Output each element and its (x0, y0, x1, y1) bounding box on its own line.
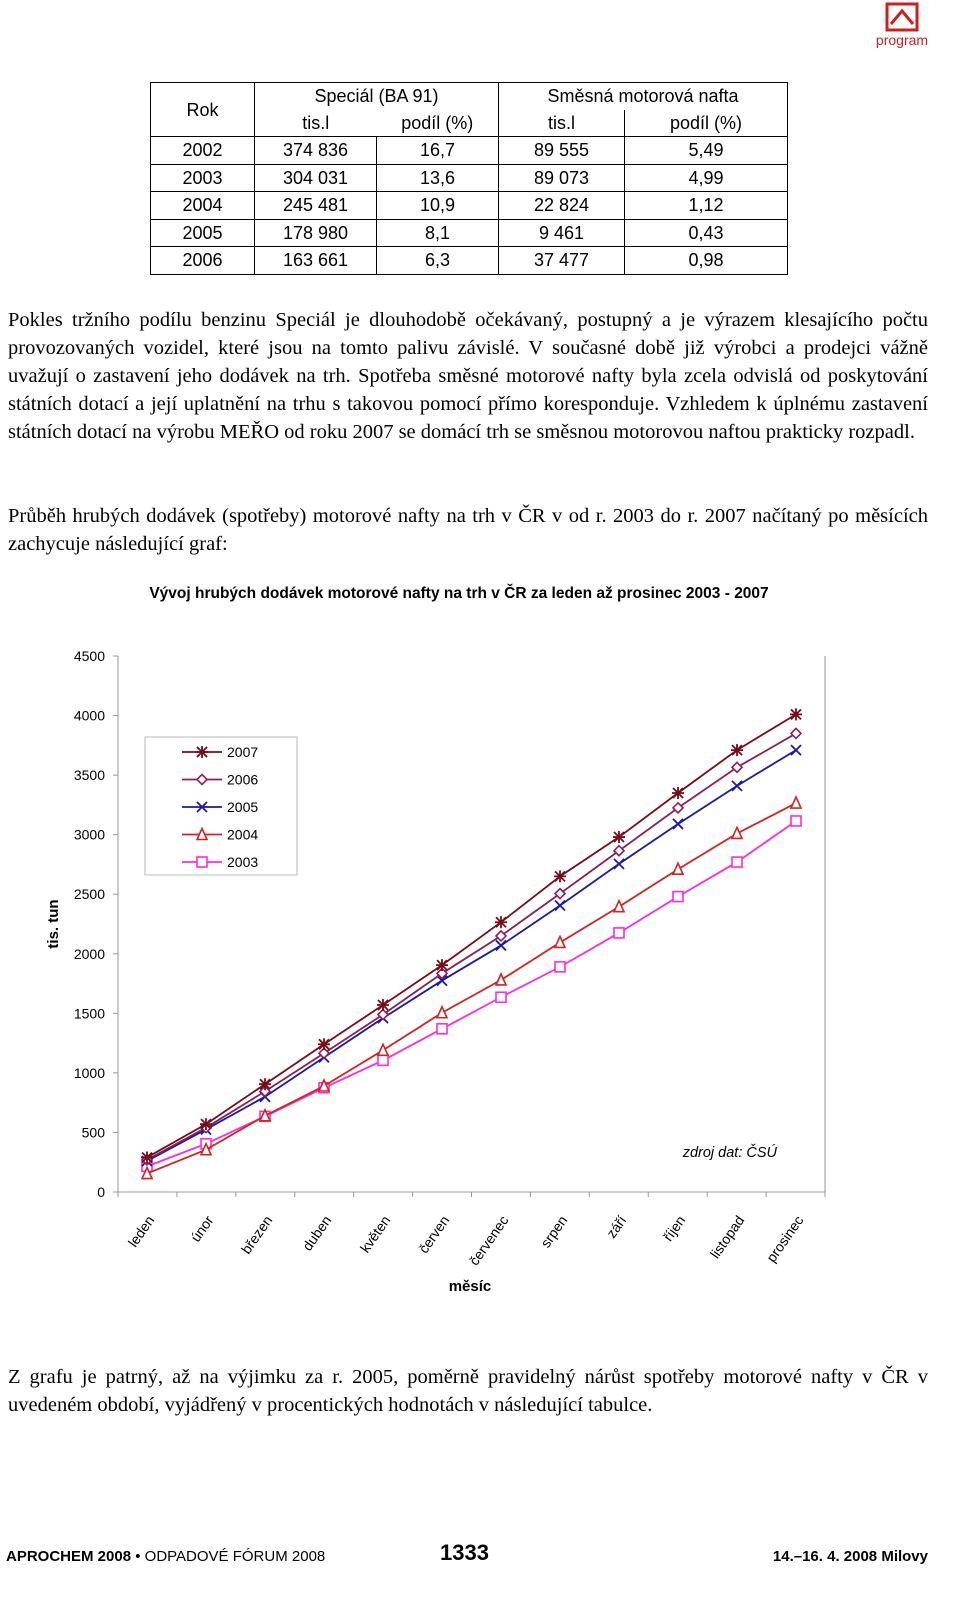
chart-title: Vývoj hrubých dodávek motorové nafty na trh v ČR za leden až prosinec 2003 - 2007 (149, 585, 769, 602)
table-cell: 2006 (151, 247, 255, 275)
x-tick-label: prosinec (762, 1212, 807, 1266)
table-cell: 2004 (151, 192, 255, 220)
subheader-cell: podíl (%) (377, 110, 499, 137)
table-row (151, 164, 788, 192)
x-tick-label: září (602, 1212, 630, 1241)
paragraph-conclusion: Z grafu je patrný, až na výjimku za r. 2005, poměrně pravidelný nárůst spotřeby motorové nafty v ČR v uvedeném období, vyjádřený v procentických hodnotách v následující tabulce. (8, 1366, 928, 1416)
footer-date-place: 14.–16. 4. 2008 Milovy (772, 1548, 928, 1565)
series-2003-point (378, 1055, 388, 1065)
series-2003-point (555, 962, 565, 972)
table-cell: 13,6 (377, 164, 499, 192)
series-2004-point (673, 863, 683, 874)
series-2004-point (791, 797, 801, 808)
table-cell: 0,43 (625, 219, 788, 247)
table-cell: 2002 (151, 137, 255, 165)
page-number: 1333 (440, 1540, 489, 1565)
legend-label: 2004 (227, 826, 259, 843)
series-2007-point (613, 831, 625, 843)
series-2007-point (554, 870, 566, 882)
series-2007-point (377, 999, 389, 1011)
program-logo (874, 2, 930, 54)
series-2004-point (437, 1007, 447, 1018)
y-tick-label: 500 (81, 1124, 105, 1141)
series-2005-point (555, 901, 565, 911)
series-2007-point (672, 787, 684, 799)
table-cell: 16,7 (377, 137, 499, 165)
table-cell: 89 555 (499, 137, 625, 165)
table-cell: 37 477 (499, 247, 625, 275)
series-2004-point (496, 974, 506, 985)
paragraph-chart-intro: Průběh hrubých dodávek (spotřeby) motorové nafty na trh v ČR v od r. 2003 do r. 2007 načítaný po měsících zachycuje následující graf: (8, 505, 928, 555)
x-tick-label: duben (299, 1212, 335, 1254)
table-cell: 374 836 (255, 137, 377, 165)
table-cell: 2005 (151, 219, 255, 247)
table-cell: 10,9 (377, 192, 499, 220)
table-cell: 89 073 (499, 164, 625, 192)
table-row (151, 192, 788, 220)
series-2004-point (555, 936, 565, 947)
subheader-cell: podíl (%) (625, 110, 788, 137)
logo-label: program (875, 32, 929, 48)
series-2005-point (732, 781, 742, 791)
table-cell: 178 980 (255, 219, 377, 247)
x-tick-label: květen (356, 1212, 394, 1256)
series-2005-point (614, 859, 624, 869)
series-2003-point (437, 1024, 447, 1034)
series-2007-point (436, 959, 448, 971)
series-2007-point (731, 744, 743, 756)
table-cell: 22 824 (499, 192, 625, 220)
paragraph-market-share: Pokles tržního podílu benzinu Speciál je dlouhodobě očekávaný, postupný a je výrazem klesajícího počtu provozovaných vozidel, které jsou na tomto palivu závislé. V současné době již výrobci a prodejci vážně uvažují o zastavení jeho dodávek na trh. Spotřeba směsné motorové nafty byla zcela odvislá od poskytování státních dotací a její uplatnění na trhu s takovou pomocí přímo koresponduje. Vzhledem k úplnému zastavení státních dotací na výrobu MEŘO od roku 2007 se domácí trh se směsnou motorovou naftou prakticky rozpadl. (8, 309, 928, 443)
y-tick-label: 4500 (73, 648, 105, 664)
series-2004-point (378, 1044, 388, 1055)
program-logo-icon (885, 2, 919, 32)
footer-conference (6, 1548, 325, 1565)
legend-box (145, 737, 297, 875)
table-row (151, 137, 788, 165)
table-cell: 9 461 (499, 219, 625, 247)
chart-annotation: zdroj dat: ČSÚ (682, 1145, 777, 1161)
table-cell: 4,99 (625, 164, 788, 192)
header-year: Rok (151, 83, 255, 137)
legend-label: 2003 (227, 854, 259, 870)
table-header-row (151, 83, 788, 110)
table-cell: 304 031 (255, 164, 377, 192)
series-2007-point (790, 708, 802, 720)
series-2003-point (732, 857, 742, 867)
series-2005-point (673, 819, 683, 829)
y-tick-label: 0 (97, 1184, 105, 1200)
y-tick-label: 1500 (73, 1005, 105, 1022)
series-2004-point (614, 901, 624, 912)
series-2007-point (200, 1118, 212, 1130)
legend-marker-2007 (196, 746, 208, 758)
legend-label: 2005 (227, 799, 259, 815)
table-cell: 1,12 (625, 192, 788, 220)
series-2007-point (318, 1038, 330, 1050)
x-tick-label: červen (415, 1212, 453, 1257)
legend-label: 2007 (227, 744, 259, 760)
x-tick-label: listopad (706, 1212, 748, 1262)
page-footer (0, 1540, 960, 1570)
x-tick-label: červenec (465, 1212, 512, 1269)
footer-aprochem: APROCHEM 2008 (6, 1548, 132, 1565)
table-cell: 2003 (151, 164, 255, 192)
series-2005-point (791, 745, 801, 755)
series-2004-point (732, 827, 742, 838)
legend-marker-2003 (197, 857, 207, 867)
diesel-supply-chart (0, 570, 960, 1310)
x-tick-label: březen (237, 1212, 276, 1257)
series-2003-point (614, 928, 624, 938)
y-tick-label: 1000 (73, 1064, 105, 1081)
x-axis-label: měsíc (448, 1278, 492, 1295)
table-cell: 6,3 (377, 247, 499, 275)
series-2006-point (791, 728, 801, 738)
x-tick-label: únor (187, 1212, 217, 1245)
series-2003-point (673, 892, 683, 902)
y-tick-label: 3500 (73, 767, 105, 784)
subheader-cell: tis.l (255, 110, 377, 137)
series-2006-point (732, 762, 742, 772)
x-tick-label: leden (124, 1212, 158, 1250)
x-tick-label: srpen (537, 1212, 571, 1251)
series-2007-point (259, 1078, 271, 1090)
table-cell: 8,1 (377, 219, 499, 247)
table-cell: 0,98 (625, 247, 788, 275)
footer-forum: ODPADOVÉ FÓRUM 2008 (144, 1548, 326, 1565)
series-2003-point (791, 816, 801, 826)
subheader-cell: tis.l (499, 110, 625, 137)
fuel-share-table (150, 82, 788, 275)
header-group-special: Speciál (BA 91) (255, 83, 499, 110)
y-axis-label: tis. tun (45, 899, 62, 949)
x-tick-label: říjen (659, 1212, 689, 1245)
table-cell: 5,49 (625, 137, 788, 165)
table-cell: 245 481 (255, 192, 377, 220)
y-tick-label: 3000 (73, 826, 105, 843)
table-row (151, 219, 788, 247)
y-tick-label: 2000 (73, 945, 105, 962)
series-2007-point (141, 1151, 153, 1163)
y-tick-label: 2500 (73, 886, 105, 903)
header-group-diesel: Směsná motorová nafta (499, 83, 788, 110)
table-cell: 163 661 (255, 247, 377, 275)
y-tick-label: 4000 (73, 707, 105, 724)
footer-bullet: • (135, 1548, 141, 1565)
series-2007-point (495, 916, 507, 928)
table-row (151, 247, 788, 275)
legend-label: 2006 (227, 771, 259, 788)
series-2003-point (496, 992, 506, 1002)
